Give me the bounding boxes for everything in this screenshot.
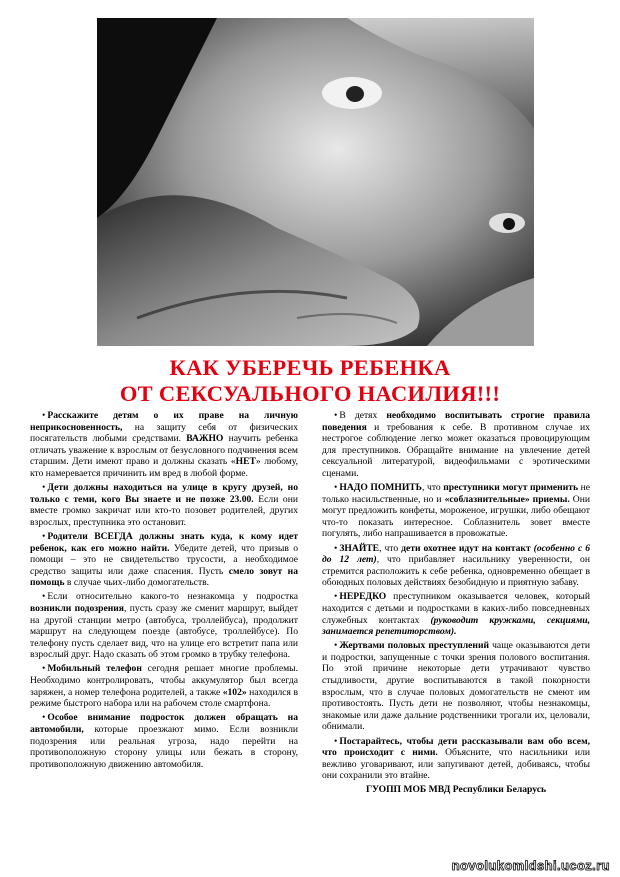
paragraph-tell-everything: • Постарайтесь, чтобы дети рассказывали вам обо всем, что происходит с ними. Объясните, что насильники или вежливо уговаривают, или запугивают детей, добиваясь, чтобы они сохранили это втайне.	[322, 736, 590, 782]
right-column	[322, 410, 590, 799]
paragraph-strict-rules: • В детях необходимо воспитывать строгие правила поведения и требования к себе. В противном случае их нестрогое соблюдение легко может оказаться провоцирующим для преступников. Обращайте внимание на увлечение детей сексуальной литературой, видеофильмами с эротическими сценами.	[322, 410, 590, 480]
signature: ГУОПП МОБ МВД Республики Беларусь	[365, 784, 547, 796]
child-face-photo	[97, 18, 534, 346]
paragraph-friends-outside: • Дети должны находиться на улице в кругу друзей, но только с теми, кого Вы знаете и не позже 23.00. Если они вместе громко закричат или кто-то позовет родителей, других взрослых, преступника это остановит.	[30, 482, 298, 528]
headline-line-1: КАК УБЕРЕЧЬ РЕБЕНКА	[169, 355, 451, 380]
paragraph-often-offender: • НЕРЕДКО преступником оказывается человек, который находится с детьми и подростками в каких-либо повседневных служебных контактах (руководит кружками, секциями, занимается репетиторством).	[322, 591, 590, 637]
watermark-url: novolukomldshi.ucoz.ru	[451, 858, 610, 873]
left-column	[30, 410, 298, 773]
headline-line-2: ОТ СЕКСУАЛЬНОГО НАСИЛИЯ!!!	[119, 381, 501, 406]
paragraph-know-contact: • ЗНАЙТЕ, что дети охотнее идут на контакт (особенно с 6 до 12 лет), что прибавляет насильнику уверенности, он стремится расположить к себе ребенка, одновременно обещает в обоюдных половых действиях безобидную и приятную забаву.	[322, 543, 590, 589]
paragraph-parents-always-know: • Родители ВСЕГДА должны знать куда, к кому идет ребенок, как его можно найти. Убедите детей, что призыв о помощи – это не свидетельство трусости, а необходимое средство защиты или даже спасения. Пусть смело зовут на помощь в случае чьих-либо домогательств.	[30, 531, 298, 589]
paragraph-remember-tricks: • НАДО ПОМНИТЬ, что преступники могут применить не только насильственные, но и «соблазнительные» приемы. Они могут предложить конфеты, мороженое, игрушки, либо обещают что-то показать интересное. Соблазнитель зовет вместе погулять, либо напрашивается в провожатые.	[322, 482, 590, 540]
paragraph-mobile-phone: • Мобильный телефон сегодня решает многие проблемы. Необходимо контролировать, чтобы аккумулятор был всегда заряжен, а номер телефона родителей, а также «102» находился в режиме быстрого набора или на рабочем столе смартфона.	[30, 663, 298, 709]
paragraph-suspicious-stranger: • Если относительно какого-то незнакомца у подростка возникли подозрения, пусть сразу же сменит маршрут, выйдет на другой станции метро (автобуса, троллейбуса), продолжит маршрут на следующем поезде (автобусе, троллейбусе). По телефону пусть сделает вид, что на улице его встретит папа или взрослый друг. Надо сказать об этом громко в трубку телефона.	[30, 591, 298, 661]
paragraph-cars-attention: • Особое внимание подросток должен обращать на автомобили, которые проезжают мимо. Если возникли подозрения или реальная угроза, надо перейти на противоположную сторону улицы или бежать в сторону, противоположную движению автомобиля.	[30, 712, 298, 770]
paragraph-personal-inviolability: • Расскажите детям о их праве на личную неприкосновенность, на защиту себя от физических посягательств любыми средствами. ВАЖНО научить ребенка отличать уважение к взрослым от безусловного подчинения всем старшим. Дети имеют право и должны сказать «НЕТ» любому, кто намеревается причинить им вред в любой форме.	[30, 410, 298, 480]
paragraph-victims: • Жертвами половых преступлений чаще оказываются дети и подростки, запущенные с точки зрения полового воспитания. По этой причине некоторые дети утрачивают чувство стыдливости, другие воспитываются в такой покорности взрослым, что в случае половых домогательств не смеют им противостоять. Пусть дети не позволяют, чтобы незнакомцы, знакомые или даже дальние родственники трогали их, целовали, обнимали.	[322, 640, 590, 733]
header-photo	[97, 18, 534, 346]
